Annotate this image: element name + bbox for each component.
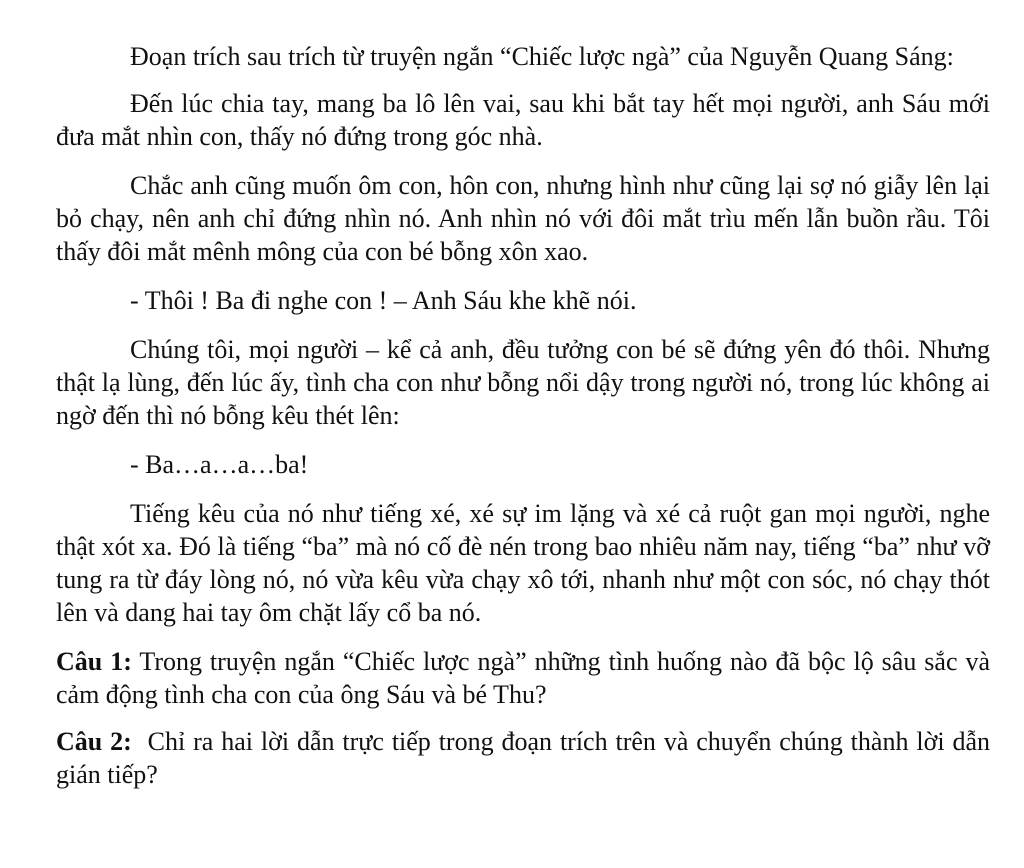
question-2 [56, 725, 997, 791]
intro-paragraph: Đoạn trích sau trích từ truyện ngắn “Chiếc lược ngà” của Nguyễn Quang Sáng: [130, 42, 954, 71]
question-2-text: Chỉ ra hai lời dẫn trực tiếp trong đoạn trích trên và chuyển chúng thành lời dẫn gián tiếp? [56, 727, 997, 789]
excerpt-paragraph-4: Tiếng kêu của nó như tiếng xé, xé sự im lặng và xé cả ruột gan mọi người, nghe thật xót xa. Đó là tiếng “ba” mà nó cố đè nén trong bao nhiêu năm nay, tiếng “ba” như vỡ tung ra từ đáy lòng nó, nó vừa kêu vừa chạy xô tới, nhanh như một con sóc, nó chạy thót lên và dang hai tay ôm chặt lấy cổ ba nó. [56, 499, 990, 627]
question-1-label: Câu 1: [56, 647, 132, 676]
question-1 [56, 645, 990, 711]
question-2-label: Câu 2: [56, 727, 132, 756]
question-1-text: Trong truyện ngắn “Chiếc lược ngà” những tình huống nào đã bộc lộ sâu sắc và cảm động tình cha con của ông Sáu và bé Thu? [56, 647, 990, 709]
dialogue-line-2: - Ba…a…a…ba! [130, 450, 309, 479]
excerpt-paragraph-2: Chắc anh cũng muốn ôm con, hôn con, nhưng hình như cũng lại sợ nó giẫy lên lại bỏ chạy, nên anh chỉ đứng nhìn nó. Anh nhìn nó với đôi mắt trìu mến lẫn buồn rầu. Tôi thấy đôi mắt mênh mông của con bé bỗng xôn xao. [56, 171, 990, 266]
excerpt-paragraph-3: Chúng tôi, mọi người – kể cả anh, đều tưởng con bé sẽ đứng yên đó thôi. Nhưng thật lạ lùng, đến lúc ấy, tình cha con như bỗng nổi dậy trong người nó, trong lúc không ai ngờ đến thì nó bỗng kêu thét lên: [56, 335, 990, 430]
document-page [56, 40, 997, 807]
excerpt-paragraph-1: Đến lúc chia tay, mang ba lô lên vai, sau khi bắt tay hết mọi người, anh Sáu mới đưa mắt nhìn con, thấy nó đứng trong góc nhà. [56, 89, 990, 151]
dialogue-line-1: - Thôi ! Ba đi nghe con ! – Anh Sáu khe khẽ nói. [130, 286, 637, 315]
